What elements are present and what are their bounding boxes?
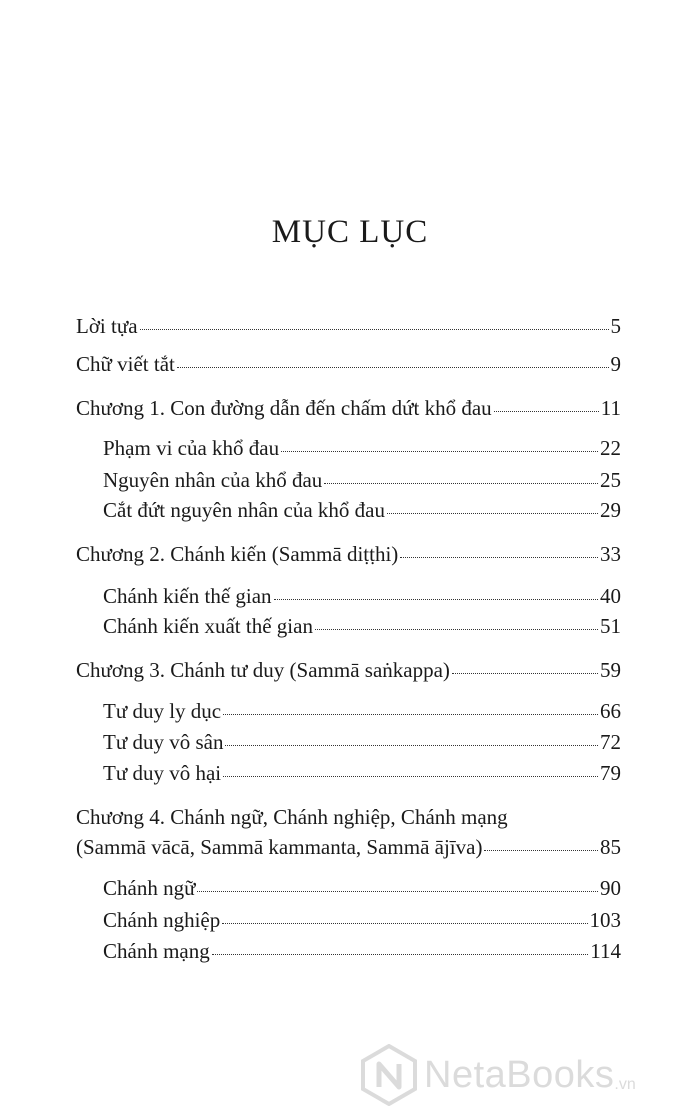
dot-leader <box>197 891 598 892</box>
toc-entry-label: Chữ viết tắt <box>76 352 175 376</box>
toc-entry-chapter-4[interactable] <box>76 833 621 861</box>
toc-entry-label: Nguyên nhân của khổ đau <box>103 468 323 492</box>
toc-entry-label: Cắt đứt nguyên nhân của khổ đau <box>103 498 385 522</box>
watermark-brand: NetaBooks <box>424 1053 615 1096</box>
toc-entry-page: 5 <box>610 314 621 338</box>
dot-leader <box>452 673 598 674</box>
toc-entry-1-1[interactable] <box>103 434 621 462</box>
toc-entry-label: Chánh kiến thế gian <box>103 584 272 608</box>
toc-entry-label: Chánh ngữ <box>103 876 196 900</box>
toc-entry-label: Chánh nghiệp <box>103 908 221 932</box>
toc-entry-3-1[interactable] <box>103 697 621 725</box>
toc-entry-page: 79 <box>600 761 621 785</box>
toc-entry-page: 114 <box>590 939 621 963</box>
toc-entry-3-3[interactable] <box>103 759 621 787</box>
toc-entry-label: Chương 2. Chánh kiến (Sammā diṭṭhi) <box>76 542 399 566</box>
dot-leader <box>222 923 587 924</box>
toc-entry-3-2[interactable] <box>103 728 621 756</box>
watermark <box>360 1040 690 1110</box>
toc-entry-label: Tư duy ly dục <box>103 699 222 723</box>
dot-leader <box>494 411 599 412</box>
dot-leader <box>140 329 609 330</box>
toc-entry-page: 40 <box>600 584 621 608</box>
page-title: MỤC LỤC <box>271 214 429 250</box>
netabooks-logo-icon <box>360 1044 418 1106</box>
dot-leader <box>324 483 598 484</box>
dot-leader <box>177 367 609 368</box>
toc-entry-page: 85 <box>600 835 621 859</box>
toc-entry-chapter-2[interactable] <box>76 540 621 568</box>
dot-leader <box>223 776 598 777</box>
toc-entry-4-3[interactable] <box>103 937 621 965</box>
toc-entry-page: 33 <box>600 542 621 566</box>
toc-entry-label: Chánh kiến xuất thế gian <box>103 614 313 638</box>
toc-entry-chapter-1[interactable] <box>76 394 621 422</box>
toc-entry-page: 25 <box>600 468 621 492</box>
toc-entry-2-2[interactable] <box>103 612 621 640</box>
dot-leader <box>387 513 598 514</box>
toc-entry-4-2[interactable] <box>103 906 621 934</box>
toc-entry-preface[interactable] <box>76 312 621 340</box>
dot-leader <box>281 451 598 452</box>
toc-entry-4-1[interactable] <box>103 874 621 902</box>
toc-entry-page: 72 <box>600 730 621 754</box>
toc-entry-page: 22 <box>600 436 621 460</box>
toc-entry-page: 103 <box>589 908 621 932</box>
toc-entry-page: 59 <box>600 658 621 682</box>
dot-leader <box>223 714 598 715</box>
toc-entry-page: 90 <box>600 876 621 900</box>
toc-entry-label: Chương 3. Chánh tư duy (Sammā saṅkappa) <box>76 658 450 682</box>
toc-entry-abbreviations[interactable] <box>76 350 621 378</box>
dot-leader <box>274 599 598 600</box>
toc-entry-label: Chương 1. Con đường dẫn đến chấm dứt khổ đau <box>76 396 492 420</box>
watermark-suffix: .vn <box>614 1076 636 1093</box>
toc-entry-page: 29 <box>600 498 621 522</box>
dot-leader <box>484 850 598 851</box>
toc-entry-label: (Sammā vācā, Sammā kammanta, Sammā ājīva) <box>76 835 483 859</box>
toc-entry-label: Chánh mạng <box>103 939 210 963</box>
toc-entry-label: Lời tựa <box>76 314 138 338</box>
toc-entry-chapter-3[interactable] <box>76 656 621 684</box>
dot-leader <box>225 745 598 746</box>
toc-entry-label: Tư duy vô sân <box>103 730 224 754</box>
dot-leader <box>212 954 589 955</box>
toc-entry-1-2[interactable] <box>103 466 621 494</box>
toc-entry-page: 11 <box>600 396 621 420</box>
toc-entry-label: Tư duy vô hại <box>103 761 222 785</box>
toc-entry-label: Phạm vi của khổ đau <box>103 436 280 460</box>
toc-entry-1-3[interactable] <box>103 496 621 524</box>
toc-entry-2-1[interactable] <box>103 582 621 610</box>
toc-chapter-4-heading[interactable]: Chương 4. Chánh ngữ, Chánh nghiệp, Chánh mạng <box>76 805 508 829</box>
toc-entry-page: 9 <box>610 352 621 376</box>
toc-entry-page: 66 <box>600 699 621 723</box>
toc-entry-page: 51 <box>600 614 621 638</box>
dot-leader <box>315 629 598 630</box>
dot-leader <box>400 557 598 558</box>
